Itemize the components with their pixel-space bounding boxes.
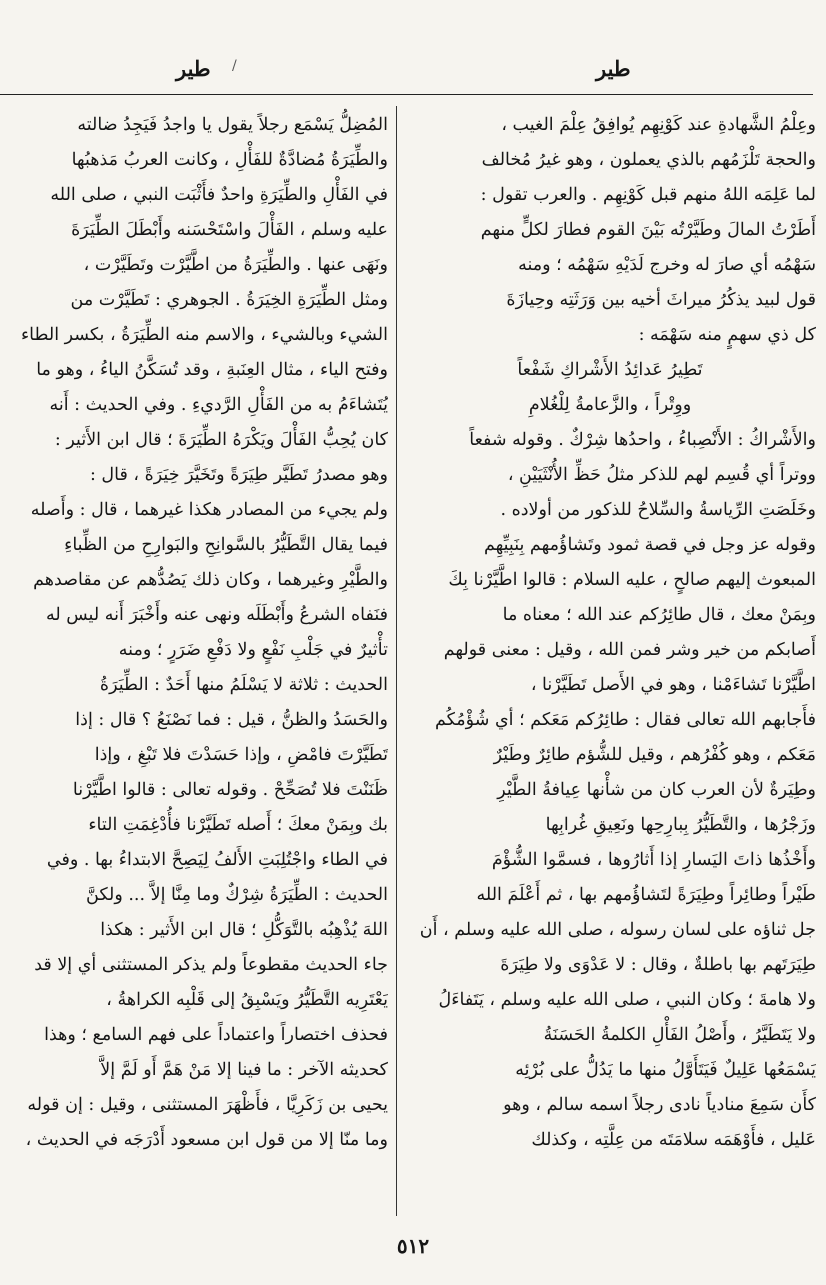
text-line: أَطَرْتُ المالَ وطَيَّرْتُه بَيْنَ القوم فطارَ لكلٍّ منهم bbox=[480, 220, 816, 240]
text-line: المُضِلُّ يَسْمَع رجلاً يقول يا واجدُ فَيَجِدُ ضالته bbox=[77, 115, 388, 135]
text-line: وهو مصدرُ تَطَيَّر طِيَرَةً وتَخَيَّرَ خِيَرَةً ، قال : bbox=[89, 465, 388, 485]
text-line: ومثل الطِّيَرَةِ الخِيَرَةُ . الجوهري : تَطَيَّرْت من bbox=[70, 290, 388, 310]
text-line: وزَجْرُها ، والتَّطَيُّرُ بِبارِحِها ونَعِيقِ غُرابِها bbox=[545, 815, 816, 835]
text-line: المبعوث إليهم صالحٍ ، عليه السلام : قالوا اطَّيَّرْنا بِكَ bbox=[448, 570, 816, 590]
text-line: فنَفاه الشرعُ وأَبْطَلَه ونهى عنه وأَخْبَرَ أَنه ليس له bbox=[45, 605, 388, 625]
text-line: قول لبيد يذكُرُ ميراثَ أخيه بين وَرَثَتِه وحِيازَةَ bbox=[506, 290, 816, 310]
text-line: تأْثيرٌ في جَلْبِ نَفْعٍ ولا دَفْعِ ضَرَرٍ ؛ ومنه bbox=[118, 640, 388, 660]
text-line: جاء الحديث مقطوعاً ولم يذكر المستثنى أي إلا قد bbox=[34, 955, 388, 975]
text-line: ولا يَتَطَيَّرُ ، وأَصْلُ الفَأْلِ الكلمةُ الحَسَنَةُ bbox=[543, 1025, 816, 1045]
text-line: كأَن سَمِعَ منادياً نادى رجلاً اسمه سالم ، وهو bbox=[503, 1095, 816, 1115]
text-line: في الطاء واجْتُلِبَتِ الأَلفُ لِيَصِحَّ الابتداءُ بها . وفي bbox=[46, 850, 388, 870]
text-line: طِيَرَتَهم بها باطلةٌ ، وقال : لا عَدْوَى ولا طِيَرَةَ bbox=[500, 955, 816, 975]
text-line: في الفَأْلِ والطِّيَرَةِ واحدٌ فأَثْبَت النبي ، صلى الله bbox=[50, 185, 388, 205]
text-line: كل ذي سهمٍ منه سَهْمَه : bbox=[638, 325, 816, 345]
text-line: اللهَ يُذْهِبُه بالتَّوَكُّلِ ؛ قال ابن الأَثير : هكذا bbox=[100, 920, 388, 940]
text-line: وخَلَصَتِ الرِّياسةُ والسِّلاحُ للذكور من أولاده . bbox=[500, 500, 816, 520]
text-line: وأَخْذُها ذاتَ اليَسارِ إذا أَثارُوها ، فسمَّوا الشُّؤْمَ bbox=[491, 850, 816, 870]
text-line: بك وبِمَنْ معكَ ؛ أَصله تَطَيَّرْنا فأُدْغِمَتِ التاء bbox=[88, 815, 388, 835]
left-text-column bbox=[0, 108, 388, 1158]
text-line: والحجة تَلْزَمُهم بالذي يعملون ، وهو غيرُ مُخالف bbox=[481, 150, 816, 170]
column-divider bbox=[396, 106, 397, 1216]
text-line: وفتح الياء ، مثال العِنَبةِ ، وقد تُسَكَّنُ الياءُ ، وهو ما bbox=[36, 360, 388, 380]
text-line: ولا هامةَ ؛ وكان النبي ، صلى الله عليه وسلم ، يَتَفاءَلُ bbox=[438, 990, 816, 1010]
text-line: وقوله عز وجل في قصة ثمود وتَشاؤُمهم بِنَبِيِّهِم bbox=[483, 535, 816, 555]
text-line: ظَنَنْتَ فلا تُصَحِّحْ . وقوله تعالى : قالوا اطَّيَّرْنا bbox=[72, 780, 388, 800]
text-line: تَطِيرُ عَدائِدُ الأَشْراكِ شَفْعاً bbox=[517, 360, 703, 380]
text-line: تَطَيَّرْتَ فامْضِ ، وإذا حَسَدْتَ فلا تَبْغِ ، وإذا bbox=[94, 745, 388, 765]
text-line: لما عَلِمَه اللهُ منهم قبل كَوْنِهِم . والعرب تقول : bbox=[480, 185, 816, 205]
text-line: مَعَكم ، وهو كُفْرُهم ، وقيل للشُّؤم طائِرٌ وطَيْرٌ bbox=[493, 745, 816, 765]
right-text-column bbox=[404, 108, 816, 1158]
text-line: والطِّيَرَةُ مُضادَّةٌ للفَأْلِ ، وكانت العربُ مَذهبُها bbox=[71, 150, 388, 170]
header-rule bbox=[0, 94, 813, 95]
text-line: طَيْراً وطائِراً وطِيَرَةً لتَشاؤُمهم بها ، ثم أَعْلَمَ الله bbox=[476, 885, 816, 905]
left-column-headword: طير bbox=[176, 56, 211, 81]
text-line: اطَّيَّرْنا تَشاءَمْنا ، وهو في الأَصل تَطَيَّرْنا ، bbox=[530, 675, 816, 695]
left-header-mark: / bbox=[232, 58, 237, 74]
text-line: جل ثناؤه على لسان رسوله ، صلى الله عليه وسلم ، أَن bbox=[419, 920, 816, 940]
text-line: يحيى بن زَكَرِيَّا ، فأَظْهَرَ المستثنى ، وقيل : إن قوله bbox=[27, 1095, 388, 1115]
text-line: الحديث : ثلاثة لا يَسْلَمُ منها أَحَدٌ : الطِّيَرَةُ bbox=[99, 675, 388, 695]
text-line: والحَسَدُ والظنُّ ، قيل : فما نَصْنَعُ ؟ قال : إذا bbox=[75, 710, 388, 730]
page-number: ٥١٢ bbox=[396, 1234, 430, 1258]
text-line: ونَهَى عنها . والطِّيَرَةُ من اطَّيَّرْت وتَطَيَّرْت ، bbox=[83, 255, 388, 275]
text-line: الحديث : الطِّيَرَةُ شِرْكٌ وما مِنَّا إلاَّ ... ولكنَّ bbox=[86, 885, 388, 905]
text-line: عليه وسلم ، الفَأْلَ واسْتَحْسَنه وأَبْطَلَ الطِّيَرَةَ bbox=[71, 220, 388, 240]
text-line: وعِلْمُ الشَّهادةِ عند كَوْنِهِم يُوافِقُ عِلْمَ الغيب ، bbox=[501, 115, 816, 135]
text-line: فأَجابهم الله تعالى فقال : طائِرُكم مَعَكم ؛ أي شُؤْمُكُم bbox=[435, 710, 816, 730]
text-line: كحديثه الآخر : ما فينا إلا مَنْ هَمَّ أَو لَمَّ إلاَّ bbox=[100, 1060, 388, 1080]
text-line: فحذف اختصاراً واعتماداً على فهم السامع ؛ وهذا bbox=[44, 1025, 388, 1045]
text-line: يُتَشاءَمُ به من الفَأْلِ الرَّديءِ . وفي الحديث : أَنه bbox=[49, 395, 388, 415]
text-line: عَليل ، فأَوْهَمَه سلامَتَه من عِلَّتِه ، وكذلك bbox=[531, 1130, 816, 1150]
text-line: ووِتْراً ، والزَّعامةُ لِلْغُلامِ bbox=[528, 395, 692, 415]
text-line: كان يُحِبُّ الفَأْلَ ويَكْرَهُ الطِّيَرَةَ ؛ قال ابن الأَثير : bbox=[54, 430, 388, 450]
text-line: يَسْمَعُها عَلِيلٌ فَيَتَأَوَّلُ منها ما يَدُلُّ على بُرْئِه bbox=[515, 1060, 816, 1080]
text-line: سَهْمُه أي صارَ له وخرج لَدَيْهِ سَهْمُه ؛ ومنه bbox=[518, 255, 816, 275]
text-line: والطَّيْرِ وغيرهما ، وكان ذلك يَصُدُّهم عن مقاصدهم bbox=[33, 570, 388, 590]
text-line: يَعْتَرِيه التَّطَيُّرُ ويَسْبِقُ إلى قَلْبِه الكراهةُ ، bbox=[106, 990, 388, 1010]
text-line: والأَشْراكُ : الأَنْصِباءُ ، واحدُها شِرْكٌ . وقوله شفعاً bbox=[469, 430, 816, 450]
text-line: أَصابكم من خير وشر فمن الله ، وقيل : معنى قولهم bbox=[443, 640, 816, 660]
text-line: فيما يقال التَّطَيُّرُ بالسَّوانِحِ والبَوارِحِ من الظِّباءِ bbox=[64, 535, 388, 555]
text-line: وطِيَرةٌ لأن العرب كان من شأْنها عِيافةُ الطَّيْرِ bbox=[497, 780, 816, 800]
right-column-headword: طير bbox=[596, 56, 631, 81]
text-line: وبِمَنْ معك ، قال طائِرُكم عند الله ؛ معناه ما bbox=[502, 605, 816, 625]
text-line: الشيء وبالشيء ، والاسم منه الطِّيَرَةُ ، بكسر الطاء bbox=[20, 325, 388, 345]
text-line: ولم يجيء من المصادر هكذا غيرهما ، قال : وأَصله bbox=[30, 500, 388, 520]
text-line: ووتراً أي قُسِم لهم للذكر مثلُ حَظِّ الأُنْثَيَيْنِ ، bbox=[507, 465, 816, 485]
text-line: وما منّا إلا من قول ابن مسعود أَدْرَجَه في الحديث ، bbox=[25, 1130, 388, 1150]
